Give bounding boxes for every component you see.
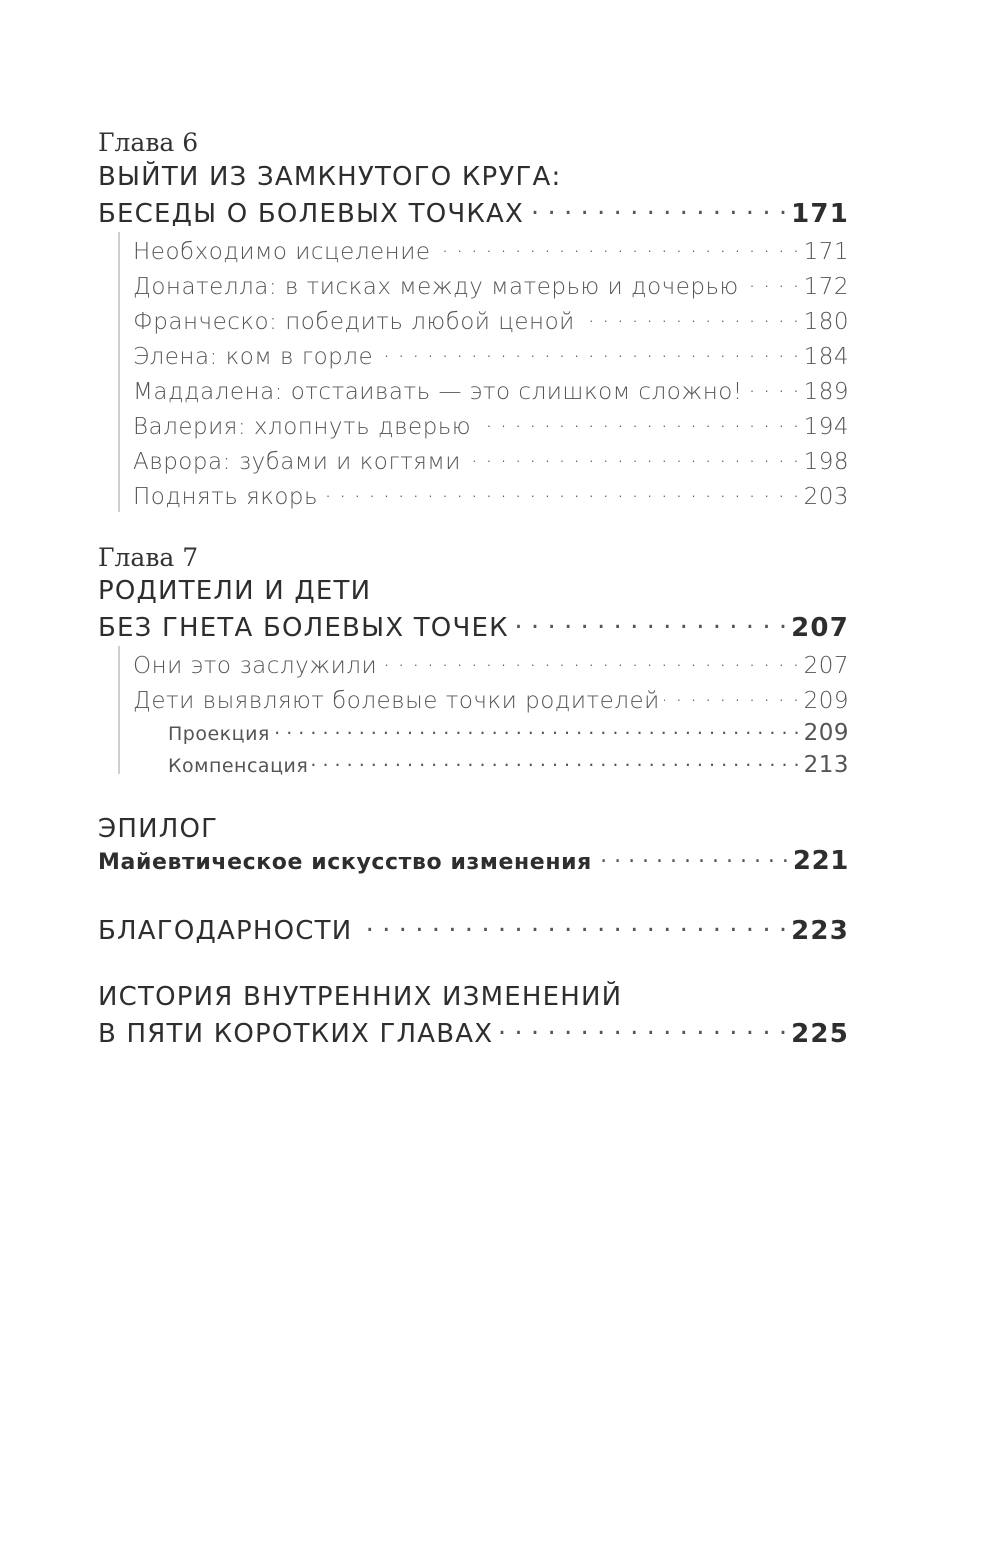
dot-leader — [322, 481, 800, 504]
section-page: 180 — [803, 309, 849, 335]
toc-section-entry[interactable] — [133, 411, 849, 440]
chapter-6-title-line2: БЕСЕДЫ О БОЛЕВЫХ ТОЧКАХ — [98, 199, 525, 229]
dot-leader — [377, 341, 799, 364]
acknowledgements-entry[interactable] — [98, 913, 849, 946]
toc-subsection-entry[interactable] — [168, 720, 849, 746]
chapter-6-label: Глава 6 — [98, 128, 199, 157]
section-page: 203 — [803, 484, 849, 510]
dot-leader — [312, 753, 799, 772]
history-entry[interactable] — [98, 1016, 849, 1049]
section-page: 189 — [803, 379, 849, 405]
section-title: Элена: ком в горле — [133, 344, 374, 370]
toc-section-entry[interactable] — [133, 236, 849, 265]
toc-section-entry[interactable] — [133, 271, 849, 300]
section-page: 198 — [803, 449, 849, 475]
chapter-6-title-line1: ВЫЙТИ ИЗ ЗАМКНУТОГО КРУГА: — [98, 162, 562, 192]
section-title: Донателла: в тисках между матерью и дочерью — [133, 274, 739, 300]
chapter-7-title-entry[interactable] — [98, 610, 849, 643]
toc-section-entry[interactable] — [133, 685, 849, 714]
dot-leader — [664, 685, 800, 708]
section-title: Валерия: хлопнуть дверью — [133, 414, 472, 440]
subsection-title: Компенсация — [168, 755, 309, 777]
dot-leader — [747, 376, 800, 399]
chapter-7-title-line1: РОДИТЕЛИ И ДЕТИ — [98, 576, 372, 606]
toc-section-entry[interactable] — [133, 481, 849, 510]
section-indent-rule — [118, 646, 120, 774]
section-title: Аврора: зубами и когтями — [133, 449, 461, 475]
section-title: Дети выявляют болевые точки родителей — [133, 688, 660, 714]
subsection-page: 213 — [803, 752, 849, 778]
history-title-line2: В ПЯТИ КОРОТКИХ ГЛАВАХ — [98, 1019, 494, 1049]
dot-leader — [596, 847, 789, 869]
section-page: 207 — [803, 653, 849, 679]
section-indent-rule — [118, 232, 120, 512]
toc-section-entry[interactable] — [133, 306, 849, 335]
dot-leader — [475, 411, 800, 434]
history-title-line1: ИСТОРИЯ ВНУТРЕННИХ ИЗМЕНЕНИЙ — [98, 982, 623, 1012]
dot-leader — [435, 236, 800, 259]
toc-section-entry[interactable] — [133, 650, 849, 679]
subsection-page: 209 — [803, 720, 849, 746]
section-title: Поднять якорь — [133, 484, 319, 510]
chapter-7-label: Глава 7 — [98, 543, 199, 572]
dot-leader — [497, 1016, 787, 1042]
acknowledgements-title: БЛАГОДАРНОСТИ — [98, 916, 353, 946]
chapter-7-page: 207 — [791, 613, 849, 643]
dot-leader — [356, 913, 787, 939]
toc-section-entry[interactable] — [133, 341, 849, 370]
chapter-6-page: 171 — [791, 199, 849, 229]
section-title: Необходимо исцеление — [133, 239, 431, 265]
epilogue-title: ЭПИЛОГ — [98, 814, 219, 844]
dot-leader — [743, 271, 800, 294]
dot-leader — [274, 721, 800, 740]
section-page: 184 — [803, 344, 849, 370]
epilogue-entry[interactable] — [98, 846, 849, 876]
toc-subsection-entry[interactable] — [168, 752, 849, 778]
section-page: 194 — [803, 414, 849, 440]
dot-leader — [579, 306, 800, 329]
dot-leader — [465, 446, 800, 469]
chapter-7-title-line2: БЕЗ ГНЕТА БОЛЕВЫХ ТОЧЕК — [98, 613, 509, 643]
epilogue-page: 221 — [792, 846, 849, 876]
chapter-6-title-entry[interactable] — [98, 196, 849, 229]
epilogue-subtitle: Майевтическое искусство изменения — [98, 850, 592, 875]
section-page: 171 — [803, 239, 849, 265]
acknowledgements-page: 223 — [791, 916, 849, 946]
history-page: 225 — [791, 1019, 849, 1049]
dot-leader — [381, 650, 799, 673]
section-page: 209 — [803, 688, 849, 714]
section-title: Они это заслужили — [133, 653, 378, 679]
dot-leader — [528, 196, 787, 222]
toc-section-entry[interactable] — [133, 446, 849, 475]
section-page: 172 — [803, 274, 849, 300]
toc-section-entry[interactable] — [133, 376, 849, 405]
dot-leader — [513, 610, 787, 636]
section-title: Франческо: победить любой ценой — [133, 309, 575, 335]
subsection-title: Проекция — [168, 723, 270, 745]
section-title: Маддалена: отстаивать — это слишком сложно! — [133, 379, 743, 405]
